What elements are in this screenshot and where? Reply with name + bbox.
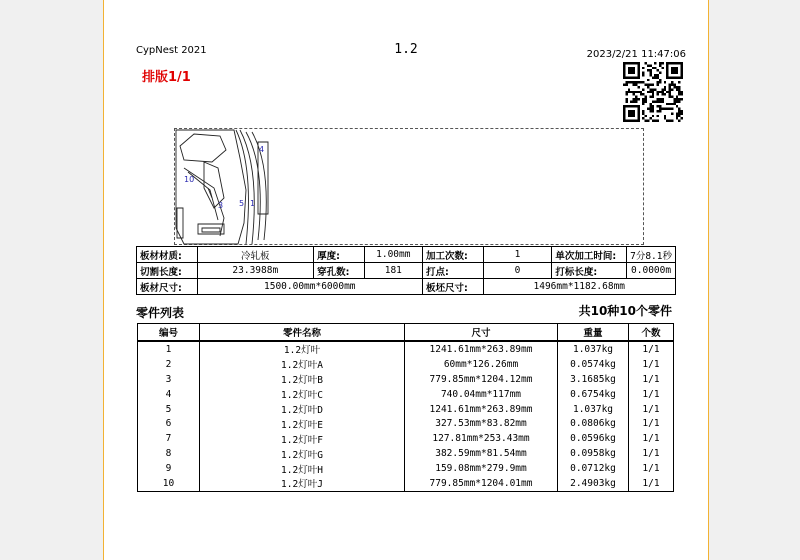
part-label-5: 5 [239, 199, 245, 208]
part-name: 1.2灯叶B [200, 372, 405, 387]
single-time-label: 单次加工时间: [552, 247, 627, 263]
dot-label: 打点: [422, 263, 483, 279]
dot-value: 0 [483, 263, 552, 279]
part-size: 1241.61mm*263.89mm [405, 341, 558, 357]
col-header-no: 编号 [138, 324, 200, 342]
part-count: 1/1 [629, 431, 674, 446]
part-no: 10 [138, 476, 200, 491]
process-count-value: 1 [483, 247, 552, 263]
part-weight: 0.0806kg [558, 416, 629, 431]
col-header-name: 零件名称 [200, 324, 405, 342]
table-row [138, 402, 674, 417]
part-count: 1/1 [629, 446, 674, 461]
col-header-weight: 重量 [558, 324, 629, 342]
table-row [138, 357, 674, 372]
part-no: 8 [138, 446, 200, 461]
thickness-value: 1.00mm [364, 247, 422, 263]
print-page [103, 0, 709, 560]
part-no: 1 [138, 341, 200, 357]
single-time-value: 7分8.1秒 [627, 247, 676, 263]
part-weight: 0.0712kg [558, 461, 629, 476]
part-size: 740.04mm*117mm [405, 387, 558, 402]
table-row [138, 446, 674, 461]
part-size: 60mm*126.26mm [405, 357, 558, 372]
part-size: 382.59mm*81.54mm [405, 446, 558, 461]
part-count: 1/1 [629, 357, 674, 372]
part-label-4: 4 [259, 145, 265, 154]
table-row [138, 372, 674, 387]
mark-length-value: 0.0000m [627, 263, 676, 279]
sheet-size-value: 1500.00mm*6000mm [197, 279, 422, 295]
part-no: 6 [138, 416, 200, 431]
col-header-size: 尺寸 [405, 324, 558, 342]
part-count: 1/1 [629, 341, 674, 357]
pierce-label: 穿孔数: [314, 263, 365, 279]
table-row [138, 476, 674, 491]
part-count: 1/1 [629, 387, 674, 402]
part-size: 127.81mm*253.43mm [405, 431, 558, 446]
table-row [138, 341, 674, 357]
mark-length-label: 打标长度: [552, 263, 627, 279]
process-count-label: 加工次数: [422, 247, 483, 263]
part-no: 4 [138, 387, 200, 402]
part-10-outline [176, 130, 246, 244]
parts-summary: 共10种10个零件 [578, 304, 672, 318]
part-no: 7 [138, 431, 200, 446]
sheet-info-table [136, 246, 676, 295]
part-name: 1.2灯叶C [200, 387, 405, 402]
table-row [138, 387, 674, 402]
part-count: 1/1 [629, 402, 674, 417]
blank-size-value: 1496mm*1182.68mm [483, 279, 675, 295]
qr-code [623, 62, 683, 122]
blank-size-label: 板坯尺寸: [422, 279, 483, 295]
part-name: 1.2灯叶H [200, 461, 405, 476]
part-size: 159.08mm*279.9mm [405, 461, 558, 476]
part-no: 3 [138, 372, 200, 387]
part-name: 1.2灯叶D [200, 402, 405, 417]
part-size: 779.85mm*1204.01mm [405, 476, 558, 491]
part-label-1: 1 [250, 199, 256, 208]
table-row [138, 431, 674, 446]
thickness-label: 厚度: [314, 247, 365, 263]
nest-layout-drawing [174, 128, 644, 245]
part-size: 779.85mm*1204.12mm [405, 372, 558, 387]
cut-length-value: 23.3988m [197, 263, 314, 279]
part-no: 5 [138, 402, 200, 417]
part-name: 1.2灯叶G [200, 446, 405, 461]
part-name: 1.2灯叶J [200, 476, 405, 491]
material-value: 冷轧板 [197, 247, 314, 263]
part-window-outline [180, 134, 226, 162]
table-row [138, 461, 674, 476]
part-label-10: 10 [184, 175, 195, 184]
parts-table [137, 323, 674, 492]
col-header-count: 个数 [629, 324, 674, 342]
part-size: 1241.61mm*263.89mm [405, 402, 558, 417]
print-datetime: 2023/2/21 11:47:06 [586, 49, 686, 60]
pierce-value: 181 [364, 263, 422, 279]
part-no: 2 [138, 357, 200, 372]
part-weight: 0.0574kg [558, 357, 629, 372]
part-count: 1/1 [629, 461, 674, 476]
cut-length-label: 切割长度: [137, 263, 198, 279]
part-no: 9 [138, 461, 200, 476]
part-weight: 0.0596kg [558, 431, 629, 446]
part-weight: 3.1685kg [558, 372, 629, 387]
part-count: 1/1 [629, 416, 674, 431]
part-count: 1/1 [629, 476, 674, 491]
part-weight: 1.037kg [558, 402, 629, 417]
layout-label: 排版1/1 [142, 70, 191, 85]
nest-sheet-preview [174, 128, 644, 245]
software-name: CypNest 2021 [136, 45, 207, 56]
part-name: 1.2灯叶 [200, 341, 405, 357]
part-weight: 1.037kg [558, 341, 629, 357]
table-row [138, 416, 674, 431]
part-name: 1.2灯叶F [200, 431, 405, 446]
part-label-3: 3 [218, 201, 224, 210]
part-weight: 0.6754kg [558, 387, 629, 402]
part-name: 1.2灯叶E [200, 416, 405, 431]
part-weight: 2.4903kg [558, 476, 629, 491]
parts-list-title: 零件列表 [136, 306, 185, 320]
material-label: 板材材质: [137, 247, 198, 263]
part-count: 1/1 [629, 372, 674, 387]
page-title: 1.2 [394, 42, 418, 57]
sheet-size-label: 板材尺寸: [137, 279, 198, 295]
part-size: 327.53mm*83.82mm [405, 416, 558, 431]
part-weight: 0.0958kg [558, 446, 629, 461]
part-name: 1.2灯叶A [200, 357, 405, 372]
